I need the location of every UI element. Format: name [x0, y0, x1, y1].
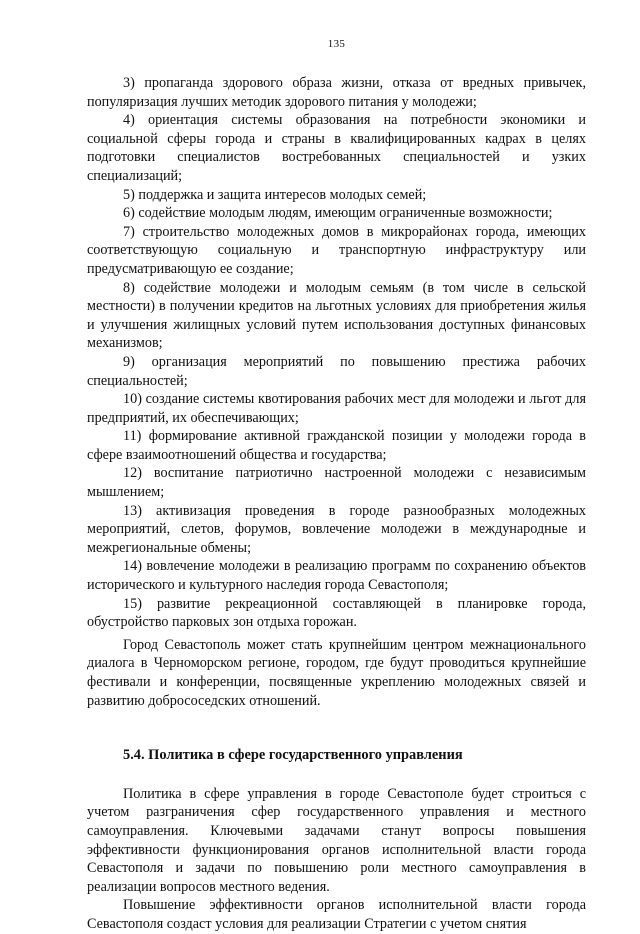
section-paragraph: Политика в сфере управления в городе Севастополе будет строиться с учетом разграничения сфер государственного управления и местного самоуправления. Ключевыми задачами станут вопросы повышения эффективности функционирования органов исполнительной власти города Севастополя и задачи по повышению роли местного самоуправления в реализации вопросов местного ведения. — [87, 785, 586, 895]
list-item: 10) создание системы квотирования рабочих мест для молодежи и льгот для предприятий, их обеспечивающих; — [87, 391, 586, 426]
list-item: 5) поддержка и защита интересов молодых семей; — [123, 186, 427, 203]
list-item: 3) пропаганда здорового образа жизни, отказа от вредных привычек, популяризация лучших методик здорового питания у молодежи; — [87, 75, 586, 110]
list-item: 7) строительство молодежных домов в микрорайонах города, имеющих соответствующую социальную и транспортную инфраструктуру или предусматривающую ее создание; — [87, 223, 586, 277]
summary-paragraph: Город Севастополь может стать крупнейшим центром межнационального диалога в Черноморском регионе, городом, где будут проводиться крупнейшие фестивали и конференции, посвященные укреплению молодежных связей и развитию добрососедских отношений. — [87, 636, 586, 709]
list-item: 9) организация мероприятий по повышению престижа рабочих специальностей; — [87, 353, 586, 389]
document-body — [87, 74, 586, 934]
list-item: 13) активизация проведения в городе разнообразных молодежных мероприятий, слетов, форумов, вовлечение молодежи в международные и межрегиональные обмены; — [87, 502, 586, 556]
list-item: 4) ориентация системы образования на потребности экономики и социальной сферы города и страны в квалифицированных кадрах в целях подготовки специалистов востребованных специальностей и узких специализаций; — [87, 112, 586, 184]
list-item: 11) формирование активной гражданской позиции у молодежи города в сфере взаимоотношений общества и государства; — [87, 428, 586, 463]
list-item: 15) развитие рекреационной составляющей в планировке города, обустройство парковых зон отдыха горожан. — [87, 595, 586, 631]
list-item: 8) содействие молодежи и молодым семьям (в том числе в сельской местности) в получении кредитов на льготных условиях для приобретения жилья и улучшения жилищных условий путем использования доступных финансовых механизмов; — [87, 279, 586, 352]
list-item: 12) воспитание патриотично настроенной молодежи с независимым мышлением; — [87, 465, 586, 501]
page-number: 135 — [327, 38, 346, 50]
list-item: 6) содействие молодым людям, имеющим ограниченные возможности; — [123, 205, 553, 222]
section-paragraph: Повышение эффективности органов исполнительной власти города Севастополя создаст условия для реализации Стратегии с учетом снятия — [87, 897, 586, 932]
section-heading: 5.4. Политика в сфере государственного управления — [123, 747, 463, 764]
list-item: 14) вовлечение молодежи в реализацию программ по сохранению объектов исторического и культурного наследия города Севастополя; — [87, 558, 586, 594]
